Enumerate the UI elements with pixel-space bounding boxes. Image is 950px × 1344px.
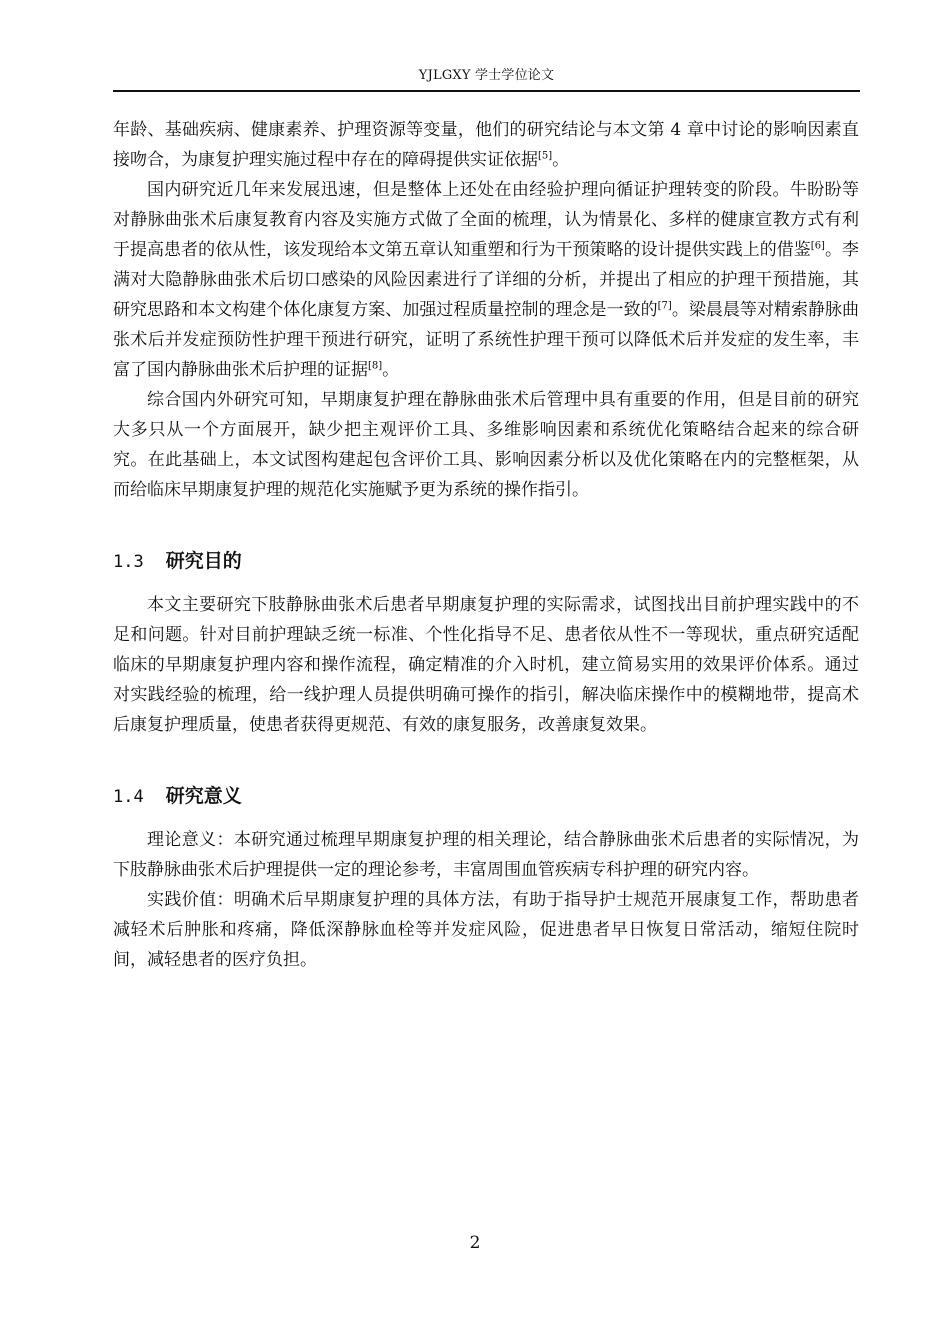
paragraph-text-part1: 国内研究近几年来发展迅速，但是整体上还处在由经验护理向循证护理转变的阶段。牛盼盼等对静脉曲张术后康复教育内容及实施方式做了全面的梳理，认为情景化、多样的健康宣教方式有利于提高患者的依从性，该发现给本文第五章认知重塑和行为干预策略的设计提供实践上的借鉴 <box>113 180 859 260</box>
citation-8[interactable]: [8] <box>368 360 383 372</box>
page-body <box>113 115 859 975</box>
paragraph-text-part2: 。李满对大隐静脉曲张术后切口感染的风险因素进行了详细的分析，并提出了相应的护理干预措施，其研究思路和本文构建个体化康复方案、加强过程质量控制的理念是一致的 <box>113 240 860 320</box>
running-header-title: YJLGXY 学士学位论文 <box>418 68 555 83</box>
paragraph-text-part3: 。梁晨晨等对精索静脉曲张术后并发症预防性护理干预进行研究，证明了系统性护理干预可以降低术后并发症的发生率，丰富了国内静脉曲张术后护理的证据 <box>113 300 860 380</box>
running-header <box>113 64 860 92</box>
paragraph-tail: 。 <box>552 150 570 170</box>
citation-6[interactable]: [6] <box>810 240 825 252</box>
paragraph-practical-value: 实践价值：明确术后早期康复护理的具体方法，有助于指导护士规范开展康复工作，帮助患者减轻术后肿胀和疼痛，降低深静脉血栓等并发症风险，促进患者早日恢复日常活动，缩短住院时间，减轻患者的医疗负担。 <box>113 890 859 970</box>
section-heading-1-4 <box>113 781 859 812</box>
paragraph-foreign-research-end <box>113 115 859 175</box>
page-number: 2 <box>469 1233 481 1253</box>
section-number: 1.3 <box>113 552 144 572</box>
paragraph-domestic-research <box>113 175 859 385</box>
section-heading-1-3 <box>113 546 859 577</box>
citation-5[interactable]: [5] <box>538 150 553 162</box>
paragraph-research-purpose: 本文主要研究下肢静脉曲张术后患者早期康复护理的实际需求，试图找出目前护理实践中的不足和问题。针对目前护理缺乏统一标准、个性化指导不足、患者依从性不一等现状，重点研究适配临床的早期康复护理内容和操作流程，确定精准的介入时机，建立简易实用的效果评价体系。通过对实践经验的梳理，给一线护理人员提供明确可操作的指引，解决临床操作中的模糊地带，提高术后康复护理质量，使患者获得更规范、有效的康复服务，改善康复效果。 <box>113 595 859 735</box>
paragraph-text: 年龄、基础疾病、健康素养、护理资源等变量，他们的研究结论与本文第 4 章中讨论的影响因素直接吻合，为康复护理实施过程中存在的障碍提供实证依据 <box>113 120 859 170</box>
section-title: 研究意义 <box>165 785 242 807</box>
paragraph-theoretical-significance: 理论意义：本研究通过梳理早期康复护理的相关理论，结合静脉曲张术后患者的实际情况，为下肢静脉曲张术后护理提供一定的理论参考，丰富周围血管疾病专科护理的研究内容。 <box>113 830 859 880</box>
section-title: 研究目的 <box>165 550 242 572</box>
section-number: 1.4 <box>113 787 144 807</box>
citation-7[interactable]: [7] <box>657 300 672 312</box>
paragraph-text-part4: 。 <box>382 360 400 380</box>
paragraph-summary: 综合国内外研究可知，早期康复护理在静脉曲张术后管理中具有重要的作用，但是目前的研究大多只从一个方面展开，缺少把主观评价工具、多维影响因素和系统优化策略结合起来的综合研究。在此基础上，本文试图构建起包含评价工具、影响因素分析以及优化策略在内的完整框架，从而给临床早期康复护理的规范化实施赋予更为系统的操作指引。 <box>113 390 859 500</box>
